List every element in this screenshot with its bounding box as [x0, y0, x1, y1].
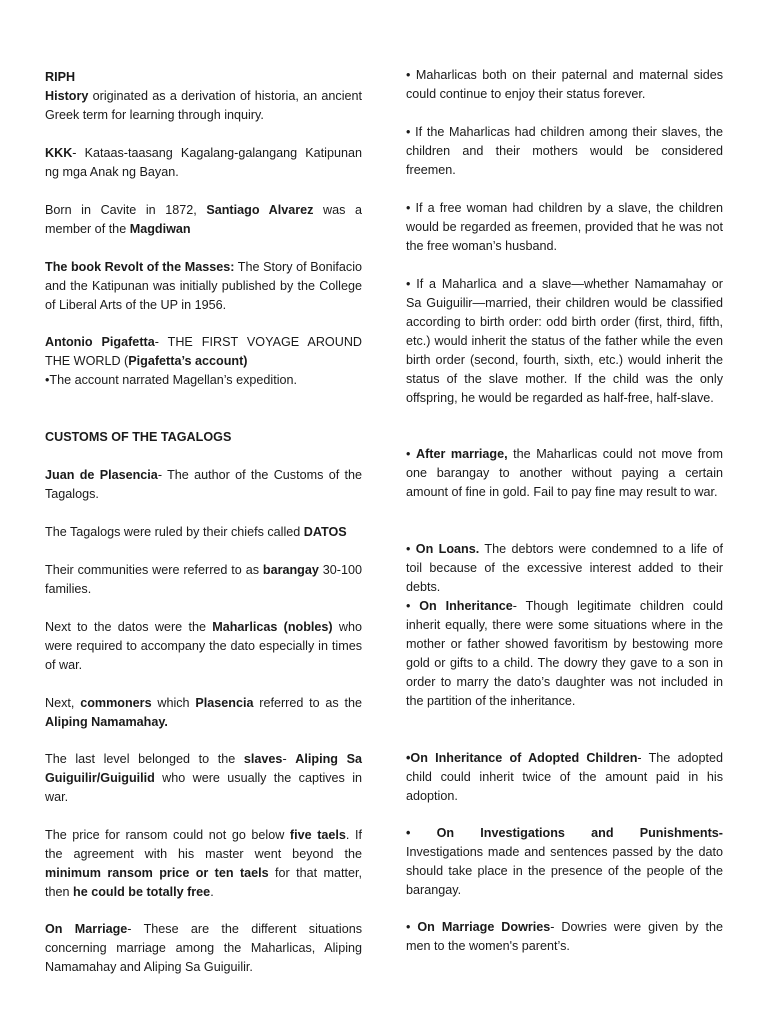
barangay-paragraph: [45, 561, 362, 599]
barangay-post: 30-100 families.: [45, 563, 362, 596]
slaves-post: who were usually the captives in war.: [45, 771, 362, 804]
inheritance-bullet: •: [406, 599, 420, 613]
pigafetta-name: Antonio Pigafetta: [45, 335, 155, 349]
slaves-paragraph: [45, 750, 362, 807]
maharlicas-post: who were required to accompany the dato especially in times of war.: [45, 620, 362, 672]
investigations-text: Investigations made and sentences passed by the dato should take place in the presence of the people of the barangay.: [406, 845, 723, 897]
datos-term: DATOS: [303, 525, 347, 539]
commoners-term2: Aliping Namamahay.: [45, 715, 168, 729]
dowries-bullet: •: [406, 920, 418, 934]
adopted-text: - The adopted child could inherit twice of the amount paid in his adoption.: [406, 751, 723, 803]
marriage-item-3-text: • If a free woman had children by a slave, the children would be regarded as freemen, provided that he was not the free woman’s husband.: [406, 201, 723, 253]
dowries-term: On Marriage Dowries: [417, 920, 551, 934]
ransom-pre: The price for ransom could not go below: [45, 828, 290, 842]
pigafetta-bullet-text: •The account narrated Magellan’s expedition.: [45, 373, 298, 387]
marriage-paragraph: [45, 920, 362, 977]
alvarez-paragraph: [45, 201, 362, 239]
commoners-mid2: referred to as the: [253, 696, 362, 710]
commoners-term: commoners: [80, 696, 152, 710]
plasencia-text: - The author of the Customs of the Tagalogs.: [45, 468, 363, 501]
loans-term: On Loans.: [415, 542, 480, 556]
marriage-item-1: [406, 66, 723, 104]
investigations-paragraph: [406, 824, 723, 900]
ransom-post: .: [210, 885, 214, 899]
kkk-text: - Kataas-taasang Kagalang-galangang Katipunan ng mga Anak ng Bayan.: [45, 146, 362, 179]
commoners-mid: which: [151, 696, 196, 710]
ransom-term2: minimum ransom price or ten taels: [45, 866, 269, 880]
inheritance-term: On Inheritance: [419, 599, 513, 613]
pigafetta-text: - THE FIRST VOYAGE AROUND THE WORLD (: [45, 335, 363, 368]
inheritance-text: - Though legitimate children could inherit equally, there were some situations where in the mother or father showed favoritism by bestowing more gold or gifts to a child. The dowry they gave to a son in order to marry the dato’s daughter was not included in the partition of the inheritance.: [406, 599, 723, 708]
after-marriage-paragraph: [406, 445, 723, 502]
commoners-paragraph: [45, 694, 362, 732]
kkk-paragraph: [45, 144, 362, 182]
marriage-item-4: [406, 275, 723, 408]
after-marriage-text: the Maharlicas could not move from one barangay to another without paying a certain amount of fine in gold. Fail to pay fine may result to war.: [406, 447, 723, 499]
ransom-mid2: for that matter, then: [45, 866, 362, 899]
investigations-heading-line: [406, 824, 723, 843]
customs-heading: [45, 428, 362, 447]
investigations-w4: and: [591, 826, 614, 840]
investigations-w5: Punishments-: [639, 826, 723, 840]
ransom-mid: . If the agreement with his master went beyond the: [45, 828, 363, 861]
marriage-text: - These are the different situations concerning marriage among the Maharlicas, Aliping Namamahay and Aliping Sa Guiguilir.: [45, 922, 362, 974]
slaves-term: slaves: [243, 752, 283, 766]
investigations-w1: •: [406, 826, 411, 840]
alvarez-name: Santiago Alvarez: [206, 203, 314, 217]
history-text: originated as a derivation of historia, an ancient Greek term for learning through inquiry.: [45, 89, 362, 122]
investigations-w3: Investigations: [480, 826, 565, 840]
maharlicas-pre: Next to the datos were the: [45, 620, 213, 634]
loans-bullet: •: [406, 542, 416, 556]
marriage-term: On Marriage: [45, 922, 128, 936]
marriage-item-3: [406, 199, 723, 256]
dowries-paragraph: [406, 918, 723, 956]
pigafetta-account: Pigafetta’s account): [128, 354, 248, 368]
inheritance-paragraph: [406, 597, 723, 711]
slaves-mid: -: [282, 752, 296, 766]
ransom-paragraph: [45, 826, 362, 902]
alvarez-mid: was a member of the: [45, 203, 362, 236]
history-paragraph: [45, 87, 362, 125]
loans-text: The debtors were condemned to a life of toil because of the excessive interest added to their debts.: [406, 542, 723, 594]
marriage-item-2-text: • If the Maharlicas had children among their slaves, the children and their mothers would be considered freemen.: [406, 125, 723, 177]
commoners-plasencia: Plasencia: [195, 696, 254, 710]
after-marriage-term: After marriage,: [415, 447, 508, 461]
plasencia-name: Juan de Plasencia: [45, 468, 158, 482]
revolt-paragraph: [45, 258, 362, 315]
slaves-term2: Aliping Sa Guiguilir/Guiguilid: [45, 752, 362, 785]
alvarez-group: Magdiwan: [129, 222, 191, 236]
history-term: History: [45, 89, 89, 103]
ransom-term: five taels: [289, 828, 346, 842]
commoners-pre: Next,: [45, 696, 81, 710]
marriage-item-4-text: • If a Maharlica and a slave—whether Namamahay or Sa Guiguilir—married, their children would be classified according to birth order: odd birth order (first, third, fifth, etc.) would inherit the status of the father while the even birth order (second, fourth, sixth, etc.) would inherit the status of the slave mother. If the child was the only offspring, he would be regarded as half-free, half-slave.: [406, 277, 723, 405]
pigafetta-paragraph: [45, 333, 362, 371]
after-marriage-bullet: •: [406, 447, 416, 461]
loans-paragraph: [406, 540, 723, 597]
barangay-pre: Their communities were referred to as: [45, 563, 263, 577]
customs-heading-text: CUSTOMS OF THE TAGALOGS: [45, 430, 232, 444]
alvarez-pre: Born in Cavite in 1872,: [45, 203, 207, 217]
maharlicas-paragraph: [45, 618, 362, 675]
ransom-term3: he could be totally free: [73, 885, 211, 899]
marriage-item-1-text: • Maharlicas both on their paternal and maternal sides could continue to enjoy their status forever.: [406, 68, 723, 101]
dowries-text: - Dowries were given by the men to the women's parent’s.: [406, 920, 723, 953]
slaves-pre: The last level belonged to the: [45, 752, 244, 766]
adopted-paragraph: [406, 749, 723, 806]
maharlicas-term: Maharlicas (nobles): [212, 620, 333, 634]
revolt-term: The book Revolt of the Masses:: [45, 260, 235, 274]
kkk-term: KKK: [45, 146, 73, 160]
riph-title-text: RIPH: [45, 70, 76, 84]
riph-title: [45, 68, 362, 87]
marriage-item-2: [406, 123, 723, 180]
adopted-term: •On Inheritance of Adopted Children: [406, 751, 638, 765]
revolt-text: The Story of Bonifacio and the Katipunan was initially published by the College of Liberal Arts of the UP in 1956.: [45, 260, 362, 312]
investigations-w2: On: [436, 826, 455, 840]
datos-text: The Tagalogs were ruled by their chiefs called: [45, 525, 304, 539]
plasencia-paragraph: [45, 466, 362, 504]
barangay-term: barangay: [262, 563, 319, 577]
pigafetta-bullet: [45, 371, 362, 390]
datos-paragraph: [45, 523, 362, 542]
